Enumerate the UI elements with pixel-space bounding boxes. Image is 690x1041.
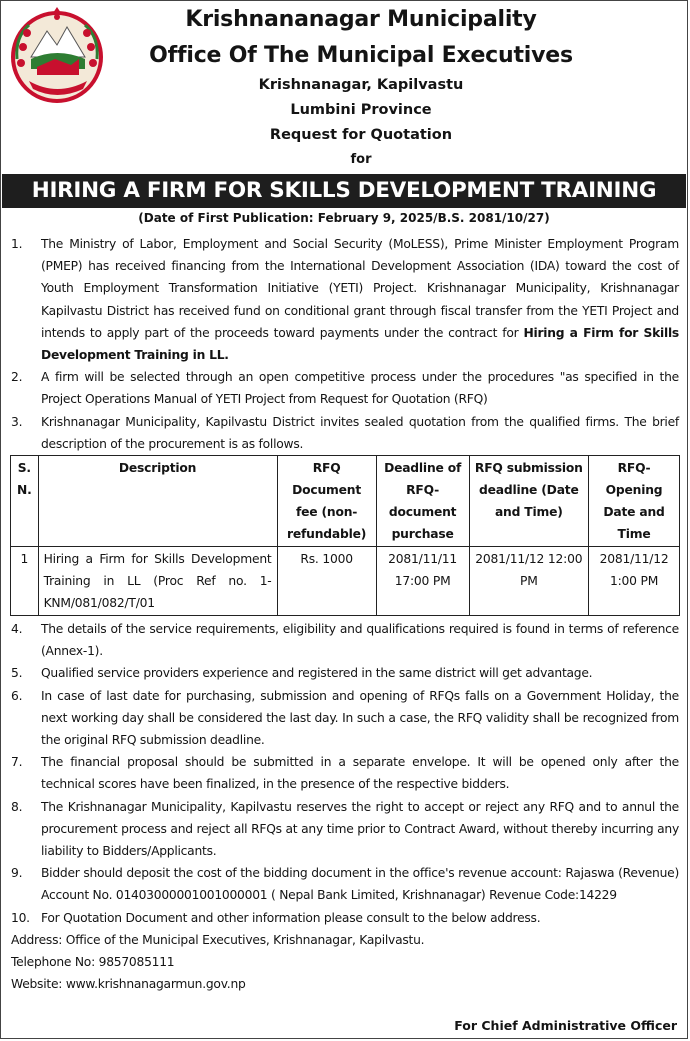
- item-number: 7.: [11, 755, 23, 770]
- item-text: Qualified service providers experience and registered in the same district will get advantage.: [41, 666, 593, 681]
- notice-title-banner: HIRING A FIRM FOR SKILLS DEVELOPMENT TRAINING: [2, 174, 686, 208]
- list-item: [11, 796, 679, 863]
- contact-website[interactable]: Website: www.krishnanagarmun.gov.np: [11, 977, 246, 992]
- item-text: The details of the service requirements, eligibility and qualifications required is found in terms of reference (Annex-1).: [41, 622, 679, 659]
- list-item: [11, 907, 679, 929]
- item-text: In case of last date for purchasing, submission and opening of RFQs falls on a Government Holiday, the next working day shall be considered the last day. In such a case, the RFQ validity shall be recognized from the original RFQ submission deadline.: [41, 688, 679, 748]
- procurement-table: [10, 455, 680, 616]
- item-number: 10.: [11, 910, 30, 925]
- item-text: The Ministry of Labor, Employment and Social Security (MoLESS), Prime Minister Employment Program (PMEP) has received financing from the International Development Association (IDA) toward the cost of Youth Employment Transformation Initiative (YETI) Project. Krishnanagar Municipality, Krishnanagar Kapilvastu District has received fund on conditional grant through fiscal transfer from the YETI Project and intends to apply part of the proceeds toward payments under the contract for Hiring a Firm for Skills Development Training in LL.: [41, 237, 679, 363]
- column-header-description: Description: [38, 456, 277, 547]
- list-item: [11, 618, 679, 662]
- item-text: A firm will be selected through an open competitive process under the procedures "as specified in the Project Operations Manual of YETI Project from Request for Quotation (RFQ): [41, 370, 679, 407]
- cell-fee: Rs. 1000: [277, 547, 376, 616]
- list-item: [11, 411, 679, 455]
- item-text: The financial proposal should be submitted in a separate envelope. It will be opened only after the technical scores have been finalized, in the presence of the respective bidders.: [41, 755, 679, 792]
- item-number: 1.: [11, 237, 23, 251]
- cell-purchase-deadline: 2081/11/11 17:00 PM: [376, 547, 469, 616]
- cell-opening-date: 2081/11/12 1:00 PM: [589, 547, 680, 616]
- notice-body: [11, 233, 679, 995]
- notice-type: Request for Quotation: [269, 127, 453, 143]
- item-number: 4.: [11, 622, 23, 637]
- item-text: Bidder should deposit the cost of the bidding document in the office's revenue account: Rajaswa (Revenue) Account No. 01403000001001000001 ( Nepal Bank Limited, Krishnanagar) Revenue Code:14229: [41, 866, 679, 903]
- publication-date: (Date of First Publication: February 9, 2025/B.S. 2081/10/27): [138, 211, 550, 225]
- province-name: Lumbini Province: [290, 102, 432, 118]
- cell-description: Hiring a Firm for Skills Development Training in LL (Proc Ref no. 1- KNM/081/082/T/01: [38, 547, 277, 616]
- column-header-purchase-deadline: Deadline of RFQ-document purchase: [376, 456, 469, 547]
- list-item: [11, 233, 679, 366]
- list-item: [11, 862, 679, 906]
- contact-address: Address: Office of the Municipal Executives, Krishnanagar, Kapilvastu.: [11, 932, 425, 947]
- office-location: Krishnanagar, Kapilvastu: [258, 77, 464, 93]
- item-text: Krishnanagar Municipality, Kapilvastu District invites sealed quotation from the qualified firms. The brief description of the procurement is as follows.: [41, 414, 679, 451]
- notice-connector: for: [350, 152, 372, 167]
- column-header-submission-deadline: RFQ submission deadline (Date and Time): [469, 456, 589, 547]
- item-number: 2.: [11, 370, 23, 385]
- item-text: For Quotation Document and other information please consult to the below address.: [41, 910, 541, 925]
- office-name: Office Of The Municipal Executives: [149, 43, 573, 68]
- list-item: [11, 685, 679, 752]
- contract-name: Hiring a Firm for Skills Development Training in LL.: [41, 325, 679, 363]
- column-header-sn: S. N.: [11, 456, 39, 547]
- item-number: 5.: [11, 666, 23, 681]
- table-row: [11, 547, 680, 616]
- cell-sn: 1: [11, 547, 39, 616]
- contact-telephone: Telephone No: 9857085111: [11, 955, 175, 970]
- item-number: 8.: [11, 799, 23, 814]
- item-number: 3.: [11, 414, 23, 429]
- column-header-opening-date: RFQ-Opening Date and Time: [589, 456, 680, 547]
- municipality-name: Krishnananagar Municipality: [185, 7, 537, 32]
- list-item: [11, 751, 679, 795]
- item-number: 9.: [11, 866, 23, 881]
- column-header-fee: RFQ Document fee (non-refundable): [277, 456, 376, 547]
- list-item: [11, 366, 679, 410]
- signoff: For Chief Administrative Officer: [454, 1018, 677, 1033]
- item-number: 6.: [11, 688, 23, 703]
- item-text: The Krishnanagar Municipality, Kapilvastu reserves the right to accept or reject any RFQ and to annul the procurement process and reject all RFQs at any time prior to Contract Award, without thereby incurring any liability to Bidders/Applicants.: [41, 799, 679, 859]
- cell-submission-deadline: 2081/11/12 12:00 PM: [469, 547, 589, 616]
- table-header-row: [11, 456, 680, 547]
- list-item: [11, 662, 679, 684]
